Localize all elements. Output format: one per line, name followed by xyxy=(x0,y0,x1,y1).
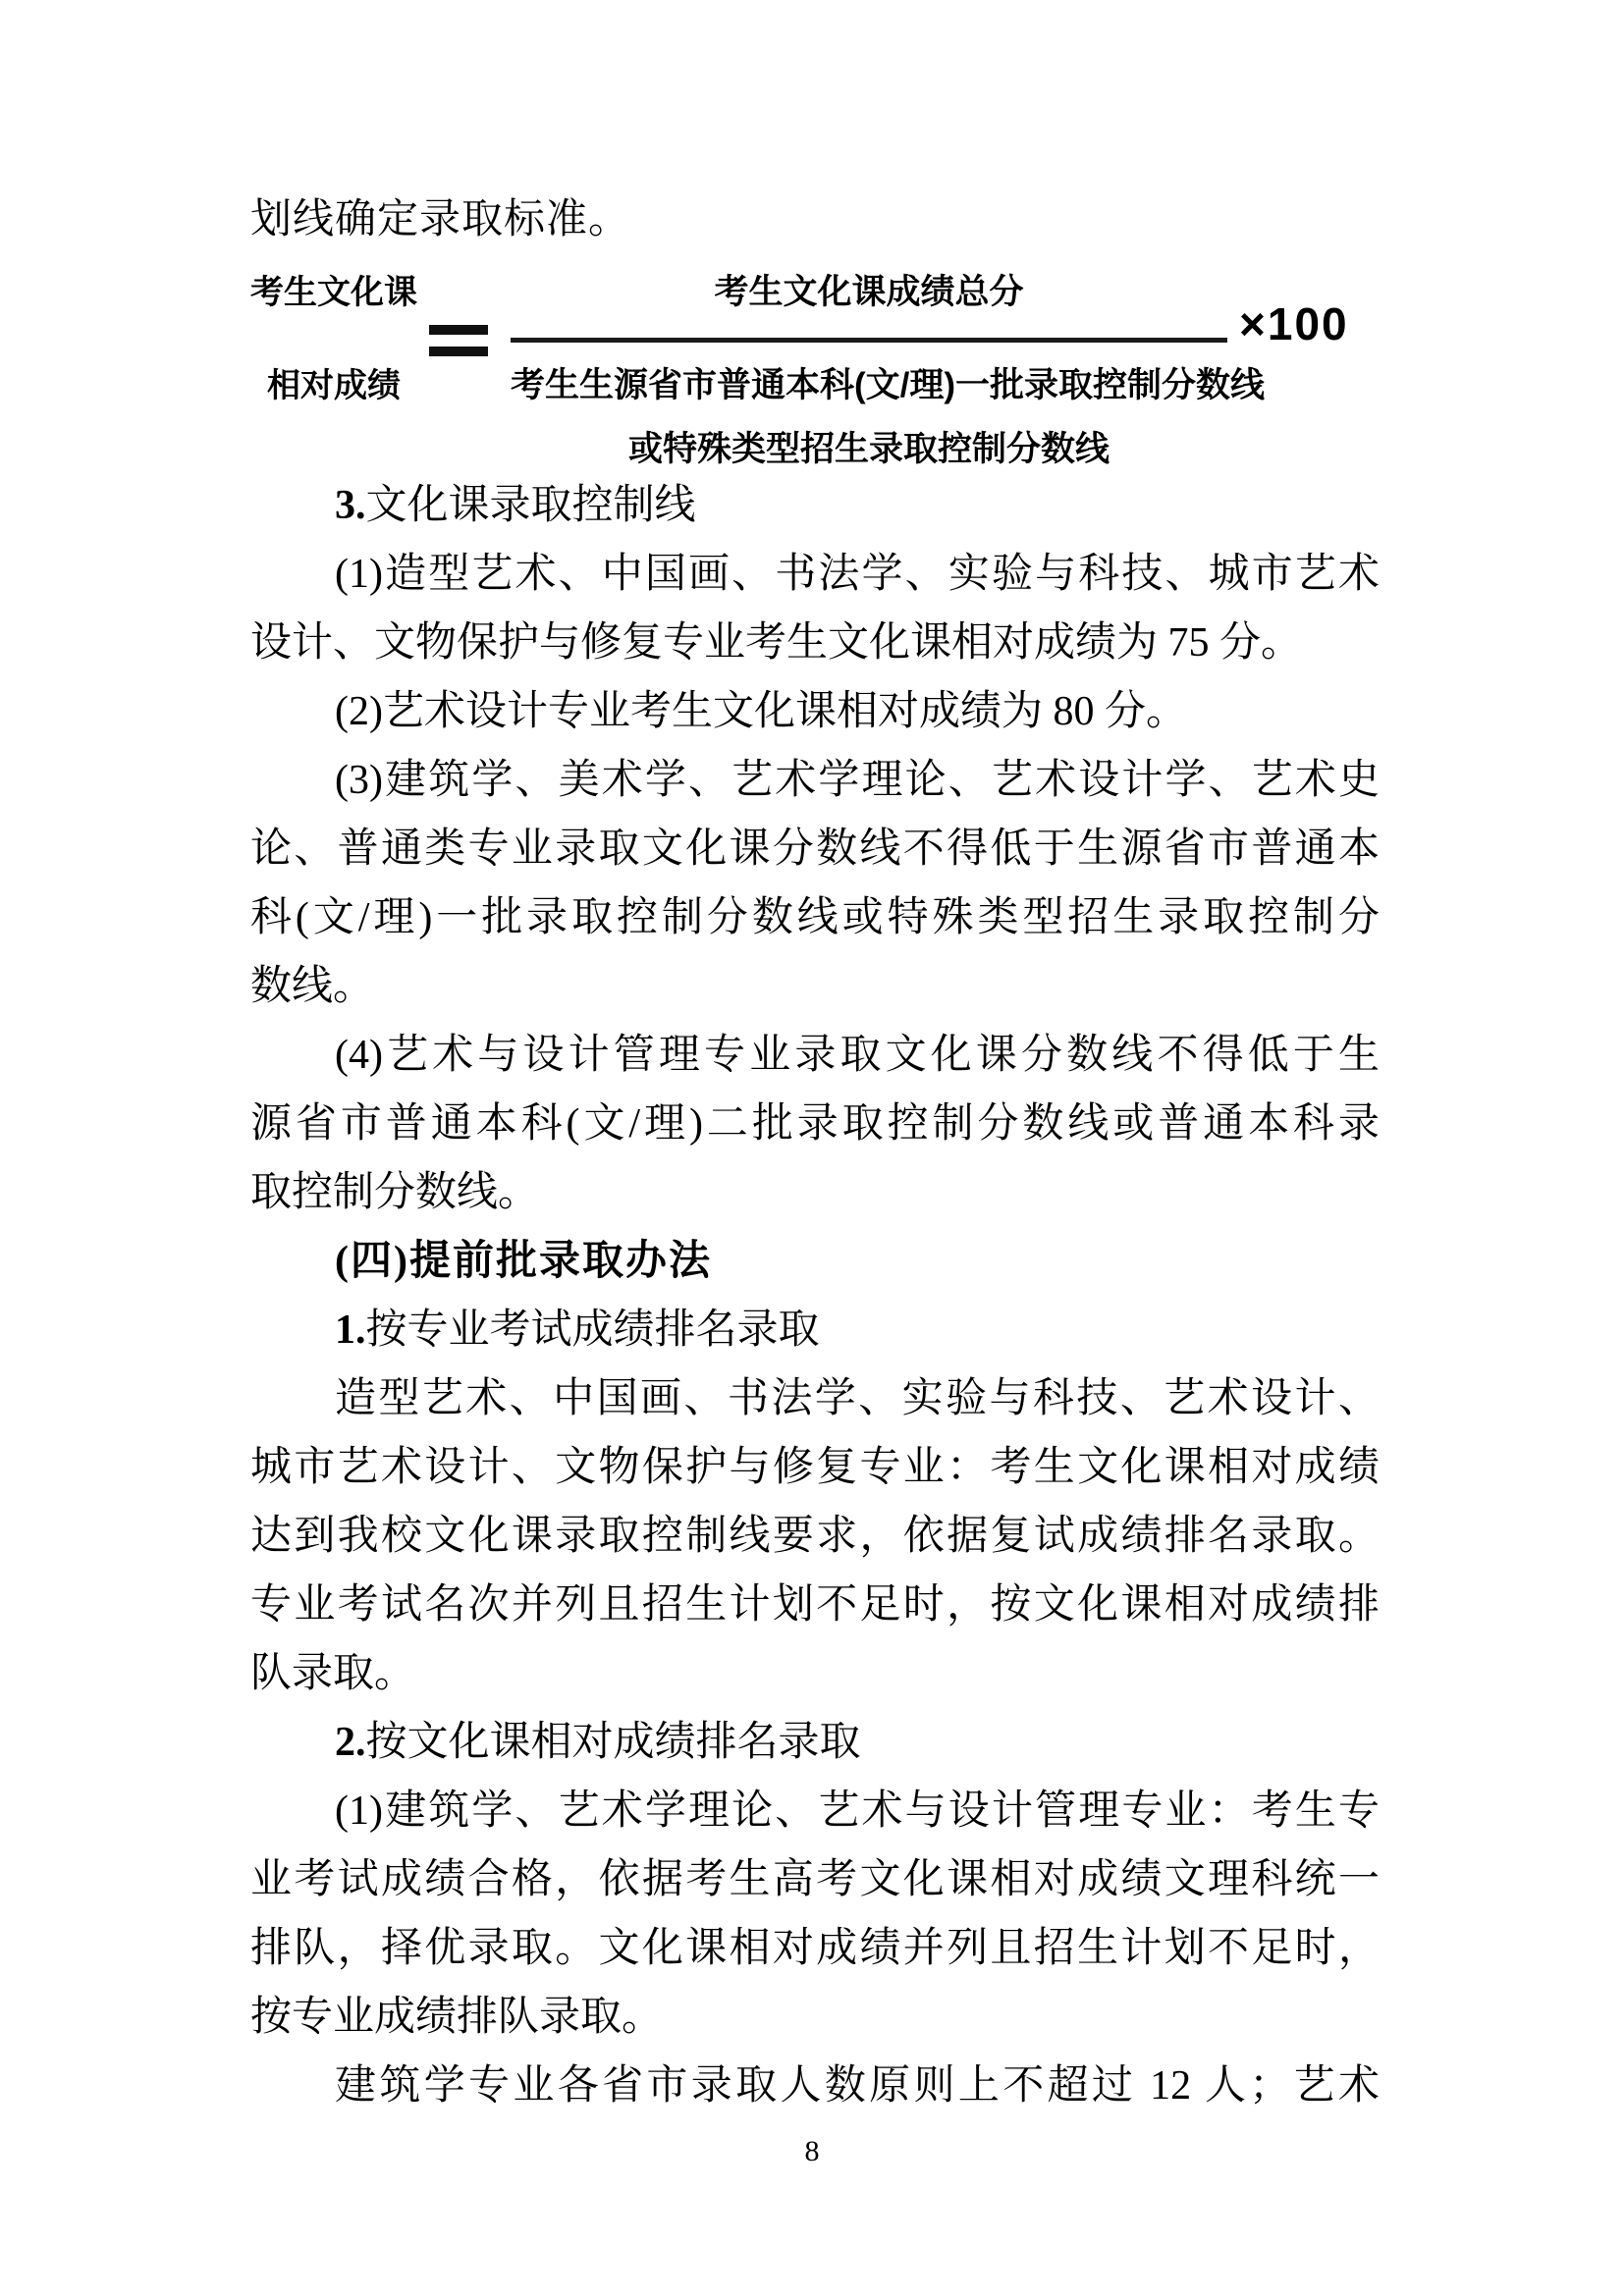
text-line: (4)艺术与设计管理专业录取文化课分数线不得低于生 xyxy=(335,1033,1380,1078)
page-number: 8 xyxy=(804,2135,820,2167)
text-line: 专业考试名次并列且招生计划不足时，按文化课相对成绩排 xyxy=(250,1582,1380,1628)
section-number: 1. xyxy=(335,1308,366,1353)
text-line: (1)造型艺术、中国画、书法学、实验与科技、城市艺术 xyxy=(335,552,1380,597)
line-text: 按文化课相对成绩排名录取 xyxy=(365,1720,861,1765)
text-line: 源省市普通本科(文/理)二批录取控制分数线或普通本科录 xyxy=(250,1101,1380,1147)
text-line: 按专业成绩排队录取。 xyxy=(250,1995,664,2040)
body-text xyxy=(250,471,1380,2120)
text-line: (3)建筑学、美术学、艺术学理论、艺术设计学、艺术史 xyxy=(335,758,1380,803)
subsection-2-title xyxy=(250,1708,1380,1777)
paragraph-continuation-line: 划线确定录取标准。 xyxy=(250,197,631,242)
equals-icon xyxy=(429,325,488,357)
text-line: (2)艺术设计专业考生文化课相对成绩为 80 分。 xyxy=(335,689,1187,734)
text-line: 建筑学专业各省市录取人数原则上不超过 12 人；艺术 xyxy=(335,2063,1380,2109)
text-line: 队录取。 xyxy=(250,1651,416,1696)
text-line: 科(文/理)一批录取控制分数线或特殊类型招生录取控制分 xyxy=(250,895,1380,940)
text-line: 业考试成绩合格，依据考生高考文化课相对成绩文理科统一 xyxy=(250,1857,1380,1902)
text-line: 排队，择优录取。文化课相对成绩并列且招生计划不足时， xyxy=(250,1926,1380,1971)
text-line: 设计、文物保护与修复专业考生文化课相对成绩为 75 分。 xyxy=(250,620,1303,666)
subsection-1-title xyxy=(250,1296,1380,1364)
text-line: (1)建筑学、艺术学理论、艺术与设计管理专业：考生专 xyxy=(335,1789,1380,1834)
formula-lhs-line2: 相对成绩 xyxy=(267,367,401,404)
line-text: 文化课录取控制线 xyxy=(365,483,696,528)
text-line: 城市艺术设计、文物保护与修复专业：考生文化课相对成绩 xyxy=(250,1445,1380,1490)
text-line: 论、普通类专业录取文化课分数线不得低于生源省市普通本 xyxy=(250,827,1380,872)
text-line: 数线。 xyxy=(250,964,375,1009)
section-4-heading: (四)提前批录取办法 xyxy=(335,1239,712,1284)
text-line: 造型艺术、中国画、书法学、实验与科技、艺术设计、 xyxy=(335,1376,1380,1421)
section-number: 2. xyxy=(335,1720,366,1765)
formula-lhs-line1: 考生文化课 xyxy=(250,274,417,311)
formula-multiplier: ×100 xyxy=(1239,298,1349,349)
section-3-title xyxy=(250,471,1380,540)
formula-denominator-line1: 考生生源省市普通本科(文/理)一批录取控制分数线 xyxy=(511,366,1266,404)
text-line: 达到我校文化课录取控制线要求，依据复试成绩排名录取。 xyxy=(250,1514,1380,1559)
formula-numerator: 考生文化课成绩总分 xyxy=(714,273,1024,311)
text-line: 取控制分数线。 xyxy=(250,1170,540,1215)
section-number: 3. xyxy=(335,483,366,528)
fraction-bar xyxy=(511,338,1227,343)
line-text: 按专业考试成绩排名录取 xyxy=(365,1308,820,1353)
formula-denominator-line2: 或特殊类型招生录取控制分数线 xyxy=(627,430,1110,468)
